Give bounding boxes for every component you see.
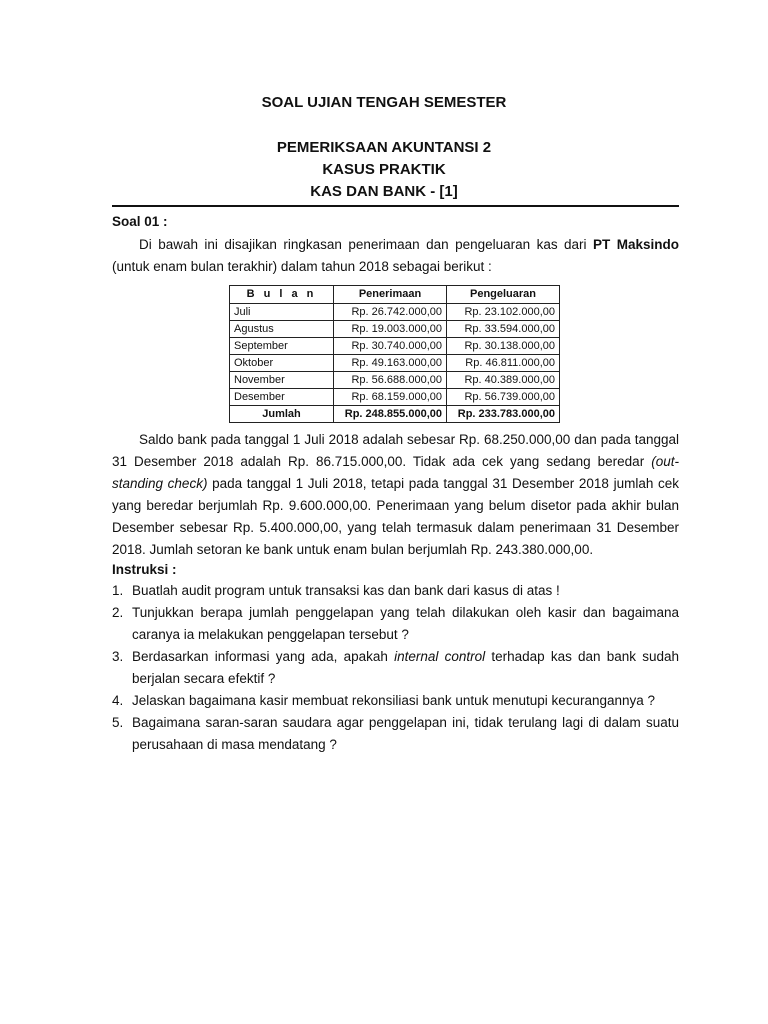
disbursement-cell: Rp. 33.594.000,00 bbox=[447, 321, 560, 338]
list-item-number: 2. bbox=[112, 605, 124, 620]
receipt-cell: Rp. 68.159.000,00 bbox=[334, 389, 447, 406]
paragraph-line3 bbox=[112, 473, 679, 495]
paragraph-line4: yang beredar berjumlah Rp. 9.600.000,00. Penerimaan yang belum disetor pada akhir bulan bbox=[112, 498, 679, 513]
cash-summary-table bbox=[229, 285, 560, 423]
table-row bbox=[230, 304, 560, 321]
column-header-penerimaan: Penerimaan bbox=[334, 286, 447, 304]
month-cell: September bbox=[230, 338, 334, 355]
month-cell: Agustus bbox=[230, 321, 334, 338]
paragraph-line6: 2018. Jumlah setoran ke bank untuk enam bulan berjumlah Rp. 243.380.000,00. bbox=[112, 542, 594, 557]
list-item-text: Tunjukkan berapa jumlah penggelapan yang telah dilakukan oleh kasir dan bagaimana caranya ia melakukan penggelapan tersebut ? bbox=[132, 605, 679, 642]
list-item-number: 1. bbox=[112, 583, 124, 598]
month-cell: Juli bbox=[230, 304, 334, 321]
table-total-row bbox=[230, 406, 560, 423]
table-row bbox=[230, 321, 560, 338]
instruksi-label: Instruksi : bbox=[112, 562, 177, 577]
list-item-text: Jelaskan bagaimana kasir membuat rekonsiliasi bank untuk menutupi kecurangannya ? bbox=[132, 693, 656, 708]
receipt-cell: Rp. 26.742.000,00 bbox=[334, 304, 447, 321]
list-item bbox=[112, 646, 679, 690]
table-header-row bbox=[230, 286, 560, 304]
list-item-text-part2: terhadap kas dan bank sudah berjalan secara efektif ? bbox=[132, 649, 679, 686]
disbursement-cell: Rp. 46.811.000,00 bbox=[447, 355, 560, 372]
table-row bbox=[230, 355, 560, 372]
list-item-number: 3. bbox=[112, 649, 124, 664]
list-item-number: 4. bbox=[112, 693, 124, 708]
table-row bbox=[230, 372, 560, 389]
paragraph-line2-text: 31 Desember 2018 adalah Rp. 86.715.000,00. Tidak ada cek yang sedang beredar bbox=[112, 454, 645, 469]
soal-intro-line1 bbox=[139, 234, 679, 256]
list-item bbox=[112, 580, 679, 602]
total-disbursements: Rp. 233.783.000,00 bbox=[447, 406, 560, 423]
outstanding-check-term-part1: (out- bbox=[651, 454, 679, 469]
month-cell: November bbox=[230, 372, 334, 389]
table-row bbox=[230, 389, 560, 406]
receipt-cell: Rp. 19.003.000,00 bbox=[334, 321, 447, 338]
outstanding-check-term-part2: standing check) bbox=[112, 476, 208, 491]
case-title: KAS DAN BANK - [1] bbox=[310, 183, 458, 200]
receipt-cell: Rp. 30.740.000,00 bbox=[334, 338, 447, 355]
header-divider bbox=[112, 205, 679, 207]
exam-title: SOAL UJIAN TENGAH SEMESTER bbox=[261, 94, 507, 111]
company-name: PT Maksindo bbox=[593, 237, 679, 252]
list-item-number: 5. bbox=[112, 715, 124, 730]
column-header-pengeluaran: Pengeluaran bbox=[447, 286, 560, 304]
list-item-text-part1: Berdasarkan informasi yang ada, apakah bbox=[132, 649, 388, 664]
list-item bbox=[112, 690, 679, 712]
soal-intro-line2: (untuk enam bulan terakhir) dalam tahun 2018 sebagai berikut : bbox=[112, 259, 492, 274]
paragraph-line2 bbox=[112, 451, 679, 473]
total-label: Jumlah bbox=[230, 406, 334, 423]
list-item bbox=[112, 602, 679, 646]
list-item bbox=[112, 712, 679, 756]
list-item-text: Bagaimana saran-saran saudara agar penggelapan ini, tidak terulang lagi di dalam suatu perusahaan di masa mendatang ? bbox=[132, 715, 679, 752]
receipt-cell: Rp. 56.688.000,00 bbox=[334, 372, 447, 389]
receipt-cell: Rp. 49.163.000,00 bbox=[334, 355, 447, 372]
table-row bbox=[230, 338, 560, 355]
case-type: KASUS PRAKTIK bbox=[322, 161, 446, 178]
list-item-text bbox=[132, 646, 679, 690]
paragraph-line5: Desember sebesar Rp. 5.400.000,00, yang telah termasuk dalam penerimaan 31 Desember bbox=[112, 520, 679, 535]
month-cell: Desember bbox=[230, 389, 334, 406]
paragraph-line1: Saldo bank pada tanggal 1 Juli 2018 adalah sebesar Rp. 68.250.000,00 dan pada tanggal bbox=[139, 432, 679, 447]
soal-label: Soal 01 : bbox=[112, 214, 168, 229]
disbursement-cell: Rp. 30.138.000,00 bbox=[447, 338, 560, 355]
paragraph-line3-text: pada tanggal 1 Juli 2018, tetapi pada tanggal 31 Desember 2018 jumlah cek bbox=[212, 476, 679, 491]
month-cell: Oktober bbox=[230, 355, 334, 372]
course-title: PEMERIKSAAN AKUNTANSI 2 bbox=[276, 139, 492, 156]
disbursement-cell: Rp. 40.389.000,00 bbox=[447, 372, 560, 389]
soal-intro-text: Di bawah ini disajikan ringkasan penerimaan dan pengeluaran kas dari bbox=[139, 237, 587, 252]
disbursement-cell: Rp. 56.739.000,00 bbox=[447, 389, 560, 406]
disbursement-cell: Rp. 23.102.000,00 bbox=[447, 304, 560, 321]
column-header-bulan: B u l a n bbox=[230, 286, 334, 304]
list-item-text: Buatlah audit program untuk transaksi kas dan bank dari kasus di atas ! bbox=[132, 583, 560, 598]
instruction-list bbox=[112, 580, 679, 756]
internal-control-term: internal control bbox=[394, 649, 486, 664]
total-receipts: Rp. 248.855.000,00 bbox=[334, 406, 447, 423]
